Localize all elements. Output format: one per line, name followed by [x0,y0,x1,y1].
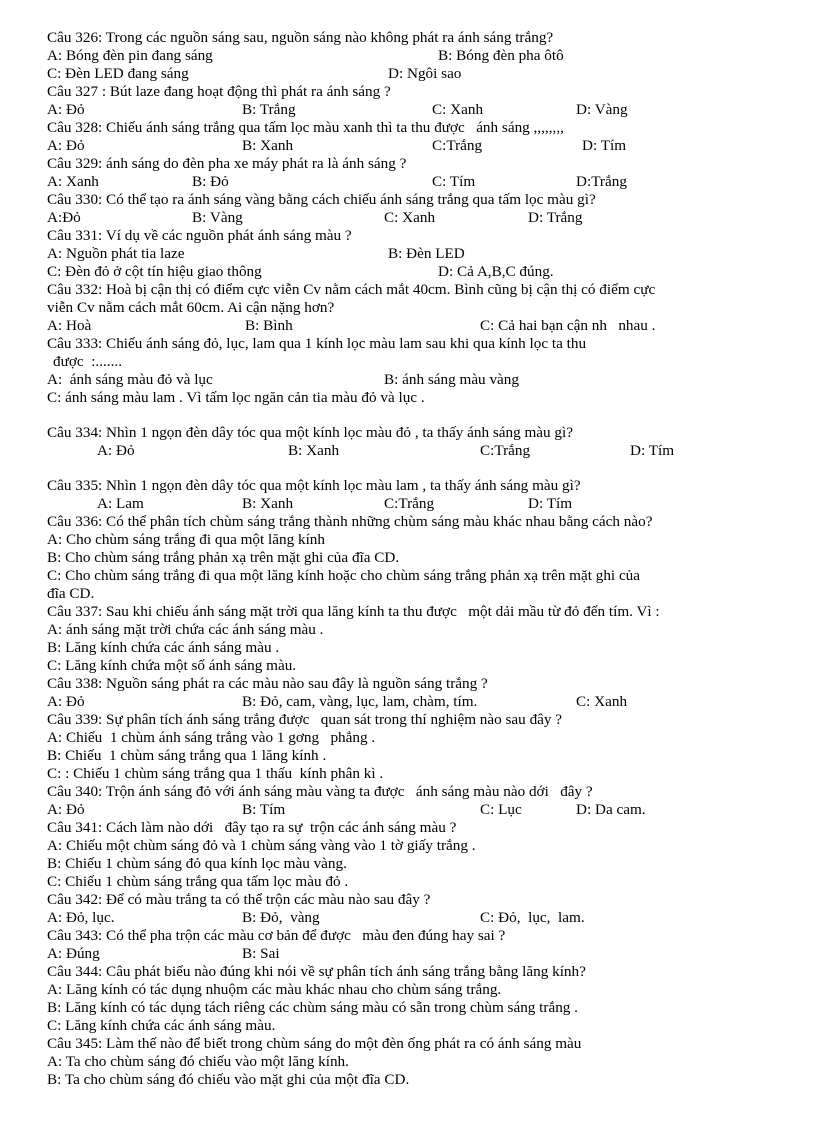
text-line: Câu 343: Có thể pha trộn các màu cơ bản để được màu đen đúng hay sai ? [47,927,506,944]
answer-option: D: Da cam. [576,801,646,818]
text-line: Câu 338: Nguồn sáng phát ra các màu nào sau đây là nguồn sáng trắng ? [47,675,488,692]
text-line: Câu 340: Trộn ánh sáng đỏ với ánh sáng màu vàng ta được ánh sáng màu nào dới đây ? [47,783,593,800]
text-line: A: Chiếu một chùm sáng đỏ và 1 chùm sáng vàng vào 1 tờ giấy trắng . [47,837,476,854]
text-line: C: Lăng kính chứa các ánh sáng màu. [47,1017,276,1034]
text-line: Câu 344: Câu phát biểu nào đúng khi nói về sự phân tích ánh sáng trắng bằng lăng kính? [47,963,586,980]
text-line: Câu 336: Có thể phân tích chùm sáng trắng thành những chùm sáng màu khác nhau bằng cách nào? [47,513,653,530]
text-line: Câu 326: Trong các nguồn sáng sau, nguồn sáng nào không phát ra ánh sáng trắng? [47,29,554,46]
text-line: A: Bóng đèn pin đang sáng [47,47,213,64]
answer-option: B: Bình [245,317,293,334]
answer-option: B: Trắng [242,101,296,118]
text-line: A: Xanh [47,173,99,190]
text-line: Câu 342: Để có màu trắng ta có thể trộn các màu nào sau đây ? [47,891,431,908]
text-line: B: Ta cho chùm sáng đó chiếu vào mặt ghi của một đĩa CD. [47,1071,410,1088]
text-line: A: Nguồn phát tia laze [47,245,185,262]
text-line: Câu 339: Sự phân tích ánh sáng trắng được quan sát trong thí nghiệm nào sau đây ? [47,711,563,728]
text-line: Câu 332: Hoà bị cận thị có điểm cực viễn Cv nằm cách mắt 40cm. Bình cũng bị cận thị có điểm cực [47,281,656,298]
text-line: C: Lăng kính chứa một số ánh sáng màu. [47,657,297,674]
answer-option: B: Xanh [288,442,340,459]
text-line: C: : Chiếu 1 chùm sáng trắng qua 1 thấu kính phân kì . [47,765,384,782]
answer-option: D:Trắng [576,173,627,190]
answer-option: B: Đèn LED [388,245,465,262]
text-line: Câu 337: Sau khi chiếu ánh sáng mặt trời qua lăng kính ta thu được một dải mầu từ đỏ đến tím. Vì : [47,603,660,620]
text-line: B: Chiếu 1 chùm sáng đỏ qua kính lọc màu vàng. [47,855,347,872]
text-line: C: Chiếu 1 chùm sáng trắng qua tấm lọc màu đỏ . [47,873,349,890]
text-line: viễn Cv nằm cách mắt 60cm. Ai cận nặng hơn? [47,299,335,316]
answer-option: B: Sai [242,945,280,962]
text-line: Câu 327 : Bút laze đang hoạt động thì phát ra ánh sáng ? [47,83,391,100]
text-line: Câu 334: Nhìn 1 ngọn đèn dây tóc qua một kính lọc màu đỏ , ta thấy ánh sáng màu gì? [47,424,573,441]
answer-option: B: Xanh [242,495,294,512]
answer-option: C:Trắng [432,137,483,154]
text-line: Câu 341: Cách làm nào dới đây tạo ra sự trộn các ánh sáng màu ? [47,819,457,836]
text-line: Câu 335: Nhìn 1 ngọn đèn dây tóc qua một kính lọc màu lam , ta thấy ánh sáng màu gì? [47,477,581,494]
text-line: A: Ta cho chùm sáng đó chiếu vào một lăng kính. [47,1053,349,1070]
text-line: A: Đúng [47,945,100,962]
answer-option: B: Vàng [192,209,243,226]
text-line: A: ánh sáng mặt trời chứa các ánh sáng màu . [47,621,324,638]
text-line: được :....... [53,353,122,370]
text-line: A: Lam [97,495,144,512]
text-line: B: Chiếu 1 chùm sáng trắng qua 1 lăng kính . [47,747,327,764]
text-line: Câu 330: Có thể tạo ra ánh sáng vàng bằng cách chiếu ánh sáng trắng qua tấm lọc màu gì? [47,191,596,208]
text-line: B: Lăng kính có tác dụng tách riêng các chùm sáng màu có sẵn trong chùm sáng trắng . [47,999,578,1016]
text-line: B: Lăng kính chứa các ánh sáng màu . [47,639,280,656]
answer-option: D: Cả A,B,C đúng. [438,263,554,280]
text-line: Câu 333: Chiếu ánh sáng đỏ, lục, lam qua 1 kính lọc màu lam sau khi qua kính lọc ta thu [47,335,587,352]
text-line: A: Hoà [47,317,92,334]
text-line: A: Đỏ [47,801,85,818]
answer-option: B: Đỏ [192,173,229,190]
text-line: C: Đèn đỏ ở cột tín hiệu giao thông [47,263,262,280]
answer-option: C:Trắng [480,442,531,459]
text-line: Câu 331: Ví dụ về các nguồn phát ánh sáng màu ? [47,227,352,244]
answer-option: D: Tím [582,137,627,154]
text-line: C: ánh sáng màu lam . Vì tấm lọc ngăn cản tia màu đỏ và lục . [47,389,425,406]
text-line: A: Cho chùm sáng trắng đi qua một lăng kính [47,531,325,548]
answer-option: B: Bóng đèn pha ôtô [438,47,564,64]
answer-option: B: Xanh [242,137,294,154]
answer-option: D: Trắng [528,209,583,226]
answer-option: C: Tím [432,173,476,190]
answer-option: C: Xanh [384,209,436,226]
text-line: A: Đỏ, lục. [47,909,115,926]
text-line: đĩa CD. [47,585,95,602]
text-line: A: Lăng kính có tác dụng nhuộm các màu khác nhau cho chùm sáng trắng. [47,981,502,998]
answer-option: D: Tím [528,495,573,512]
answer-option: C: Xanh [432,101,484,118]
text-line: C: Đèn LED đang sáng [47,65,189,82]
answer-option: D: Tím [630,442,675,459]
answer-option: C: Cả hai bạn cận nh nhau . [480,317,656,334]
answer-option: C: Đỏ, lục, lam. [480,909,585,926]
answer-option: D: Vàng [576,101,628,118]
text-line: A: Đỏ [47,137,85,154]
text-line: Câu 345: Làm thế nào để biết trong chùm sáng do một đèn ống phát ra có ánh sáng màu [47,1035,582,1052]
answer-option: B: Đỏ, cam, vàng, lục, lam, chàm, tím. [242,693,478,710]
text-line: Câu 329: ánh sáng do đèn pha xe máy phát ra là ánh sáng ? [47,155,407,172]
text-line: A: Chiếu 1 chùm ánh sáng trắng vào 1 gơng phẳng . [47,729,376,746]
answer-option: C: Xanh [576,693,628,710]
text-line: Câu 328: Chiếu ánh sáng trắng qua tấm lọc màu xanh thì ta thu được ánh sáng ,,,,,,,, [47,119,564,136]
answer-option: B: ánh sáng màu vàng [384,371,519,388]
answer-option: D: Ngôi sao [388,65,462,82]
answer-option: B: Tím [242,801,286,818]
text-line: A: Đỏ [97,442,135,459]
answer-option: C:Trắng [384,495,435,512]
answer-option: B: Đỏ, vàng [242,909,320,926]
answer-option: C: Lục [480,801,522,818]
text-line: A:Đỏ [47,209,81,226]
text-line: B: Cho chùm sáng trắng phản xạ trên mặt ghi của đĩa CD. [47,549,400,566]
text-line: C: Cho chùm sáng trắng đi qua một lăng kính hoặc cho chùm sáng trắng phản xạ trên mặt ghi của [47,567,641,584]
text-line: A: Đỏ [47,101,85,118]
text-line: A: Đỏ [47,693,85,710]
text-line: A: ánh sáng màu đỏ và lục [47,371,213,388]
